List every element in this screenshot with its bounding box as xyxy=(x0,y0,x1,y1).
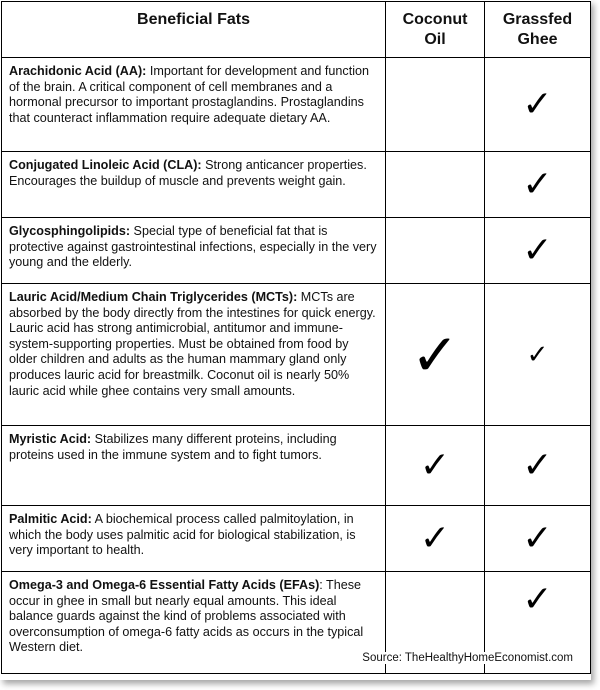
checkmark-icon: ✓ xyxy=(522,444,553,486)
fat-name: Omega-3 and Omega-6 Essential Fatty Acids (EFAs) xyxy=(9,578,320,592)
fat-text: A biochemical process called palmitoylation, in which the body uses palmitic acid for biological stabilization, is very important to health. xyxy=(9,512,356,558)
fat-name: Palmitic Acid: xyxy=(9,512,92,526)
fat-description xyxy=(2,284,386,426)
fat-description xyxy=(2,572,386,674)
table-row xyxy=(2,426,591,506)
fat-description xyxy=(2,218,386,284)
ghee-cell xyxy=(485,426,591,506)
fats-comparison-table xyxy=(1,1,591,674)
header-grassfed-ghee xyxy=(485,2,591,58)
coconut-cell xyxy=(386,58,485,152)
coconut-cell xyxy=(386,218,485,284)
table-row xyxy=(2,152,591,218)
fat-name: Myristic Acid: xyxy=(9,432,92,446)
ghee-cell xyxy=(485,152,591,218)
table-row xyxy=(2,218,591,284)
header-coconut-oil xyxy=(386,2,485,58)
header-coconut-line2: Oil xyxy=(424,31,446,48)
header-ghee-line1: Grassfed xyxy=(502,11,573,28)
checkmark-icon: ✓ xyxy=(526,339,549,370)
fat-description xyxy=(2,58,386,152)
checkmark-icon: ✓ xyxy=(522,517,553,559)
checkmark-icon: ✓ xyxy=(419,444,451,486)
fat-name: Conjugated Linoleic Acid (CLA): xyxy=(9,158,202,172)
fat-name: Glycosphingolipids: xyxy=(9,224,131,238)
checkmark-icon: ✓ xyxy=(522,83,553,125)
ghee-cell xyxy=(485,506,591,572)
fat-text: Special type of beneficial fat that is protective against gastrointestinal infections, especially in the very young and the elderly. xyxy=(9,224,377,270)
checkmark-icon: ✓ xyxy=(522,579,553,620)
header-coconut-line1: Coconut xyxy=(402,11,468,28)
ghee-cell xyxy=(485,284,591,426)
header-fats-label: Beneficial Fats xyxy=(137,11,250,28)
ghee-cell xyxy=(485,218,591,284)
source-credit: Source: TheHealthyHomeEconomist.com xyxy=(362,652,573,664)
coconut-cell xyxy=(386,506,485,572)
fat-text: Important for development and function of the brain. A critical component of cell membranes and a hormonal precursor to important prostaglandins. Prostaglandins that counteract inflammation require adequate dietary AA. xyxy=(9,64,369,125)
fat-description xyxy=(2,152,386,218)
fat-text: Strong anticancer properties. Encourages the buildup of muscle and prevents weight gain. xyxy=(9,158,367,188)
fat-description xyxy=(2,426,386,506)
fat-text: : These occur in ghee in small but nearly equal amounts. This ideal balance guards against the kind of problems associated with overconsumption of omega-6 fatty acids as occurs in the typical Western diet. xyxy=(9,578,364,655)
coconut-cell xyxy=(386,284,485,426)
table-row xyxy=(2,506,591,572)
table-row xyxy=(2,58,591,152)
fat-text: MCTs are absorbed by the body directly from the intestines for quick energy. Lauric acid has strong antimicrobial, antitumor and immune-system-supporting properties. Must be obtained from food by older children and adults as the human mammary gland only produces lauric acid for breastmilk. Coconut oil is nearly 50% lauric acid while ghee contains very small amounts. xyxy=(9,290,376,398)
table-row xyxy=(2,284,591,426)
fat-name: Lauric Acid/Medium Chain Triglycerides (MCTs): xyxy=(9,290,298,304)
checkmark-icon: ✓ xyxy=(419,517,451,559)
checkmark-icon: ✓ xyxy=(522,229,553,271)
coconut-cell xyxy=(386,426,485,506)
coconut-cell xyxy=(386,152,485,218)
header-row xyxy=(2,2,591,58)
header-beneficial-fats xyxy=(2,2,386,58)
checkmark-icon: ✓ xyxy=(522,163,553,205)
header-ghee-line2: Ghee xyxy=(517,31,558,48)
fat-text: Stabilizes many different proteins, including proteins used in the immune system and to fight tumors. xyxy=(9,432,337,462)
fat-name: Arachidonic Acid (AA): xyxy=(9,64,147,78)
fat-description xyxy=(2,506,386,572)
ghee-cell xyxy=(485,58,591,152)
checkmark-icon: ✓ xyxy=(410,320,460,389)
